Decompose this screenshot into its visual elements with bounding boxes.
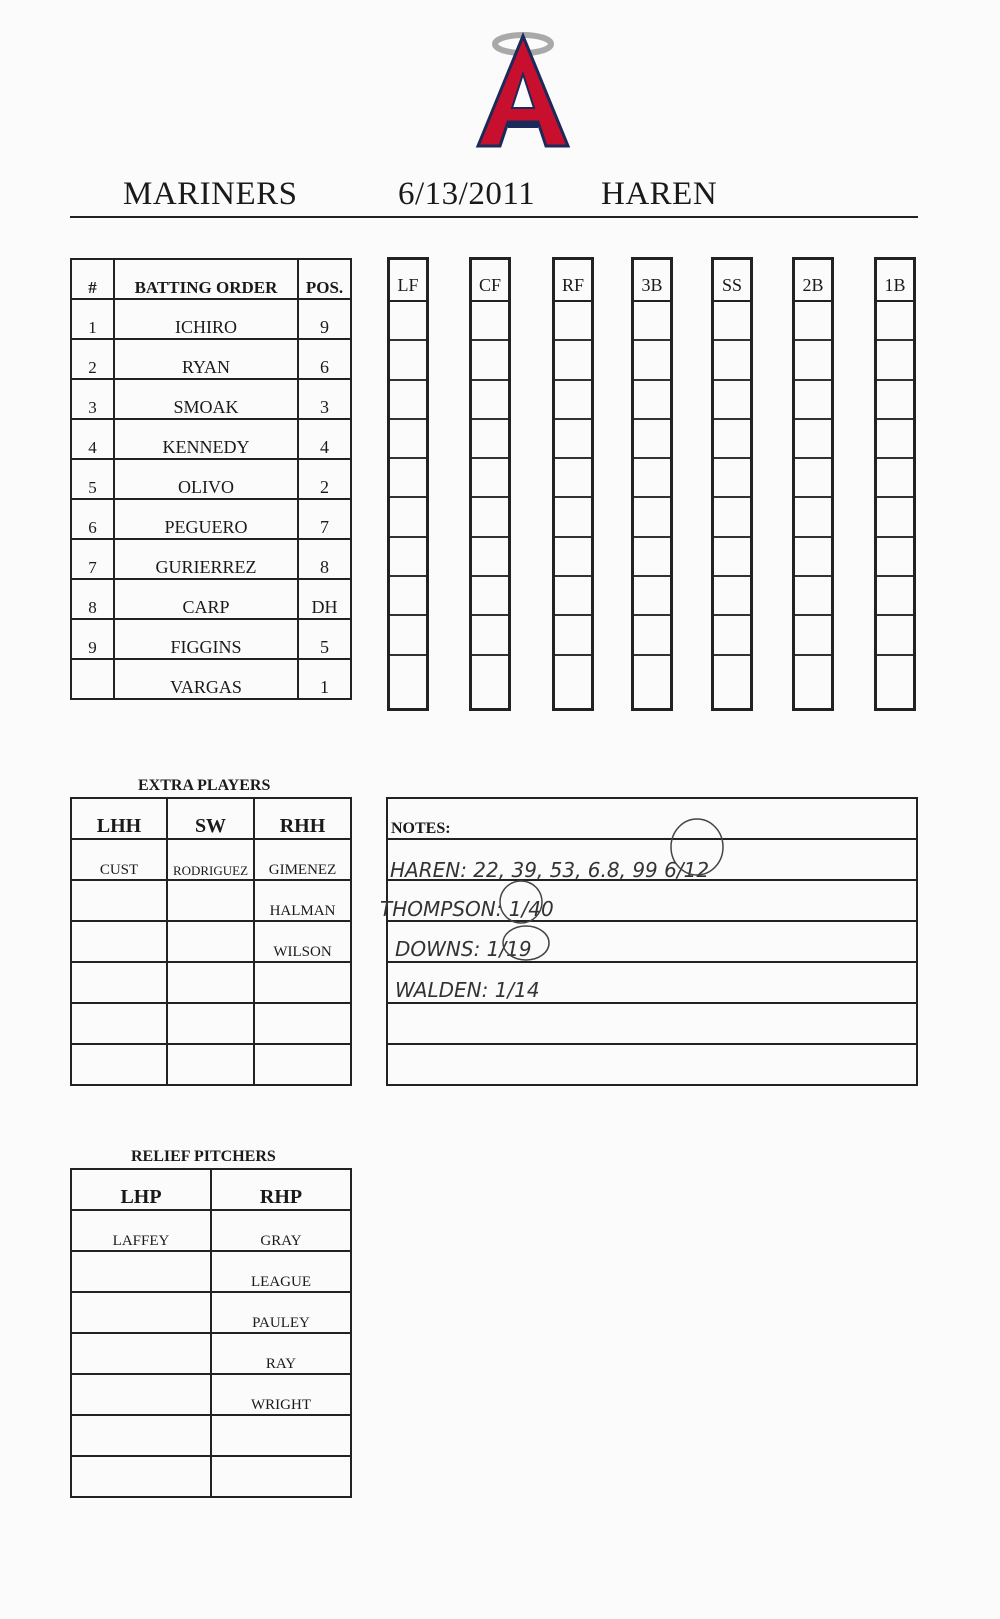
position-label: 1B (877, 260, 913, 302)
game-date: 6/13/2011 (398, 176, 536, 212)
bat-name: CARP (114, 579, 298, 619)
extra-cell (167, 962, 254, 1003)
col-rhp: RHP (211, 1169, 351, 1210)
relief-pitchers-title: RELIEF PITCHERS (131, 1148, 276, 1165)
extra-cell (71, 962, 167, 1003)
relief-cell (71, 1251, 211, 1292)
bat-name: RYAN (114, 339, 298, 379)
extra-cell (254, 1003, 351, 1044)
table-row (71, 1251, 351, 1292)
notes-line (387, 1044, 917, 1085)
col-lhh: LHH (71, 798, 167, 839)
extra-cell: GIMENEZ (254, 839, 351, 880)
opponent-team: MARINERS (123, 176, 298, 212)
col-pos: POS. (298, 259, 351, 299)
handwritten-note: WALDEN: 1/14 (395, 978, 540, 1002)
extra-cell (167, 1003, 254, 1044)
relief-cell (71, 1456, 211, 1497)
extra-cell (71, 1003, 167, 1044)
table-row (71, 962, 351, 1003)
bat-num: 1 (71, 299, 114, 339)
extra-players-table (70, 797, 352, 1086)
handwritten-note: DOWNS: 1/19 (395, 937, 532, 961)
col-num: # (71, 259, 114, 299)
bat-pos: 4 (298, 419, 351, 459)
extra-cell (71, 921, 167, 962)
table-row (71, 499, 351, 539)
bat-pos: 5 (298, 619, 351, 659)
relief-header-row (71, 1169, 351, 1210)
bat-num: 3 (71, 379, 114, 419)
relief-cell (71, 1333, 211, 1374)
bat-name: ICHIRO (114, 299, 298, 339)
extra-cell (71, 1044, 167, 1085)
position-label: RF (555, 260, 591, 302)
bat-pos: 7 (298, 499, 351, 539)
extra-cell: WILSON (254, 921, 351, 962)
extra-cell (167, 880, 254, 921)
bat-num: 5 (71, 459, 114, 499)
relief-cell: PAULEY (211, 1292, 351, 1333)
bat-name: SMOAK (114, 379, 298, 419)
position-column-ss (711, 257, 753, 711)
position-column-1b (874, 257, 916, 711)
table-row (71, 619, 351, 659)
position-label: SS (714, 260, 750, 302)
table-row (71, 1456, 351, 1497)
relief-cell (211, 1415, 351, 1456)
handwritten-note: THOMPSON: 1/40 (380, 897, 554, 921)
extra-cell (167, 921, 254, 962)
relief-cell (71, 1292, 211, 1333)
bat-name: VARGAS (114, 659, 298, 699)
relief-cell (71, 1374, 211, 1415)
position-label: CF (472, 260, 508, 302)
table-row (71, 1415, 351, 1456)
table-row (71, 880, 351, 921)
relief-cell: LAFFEY (71, 1210, 211, 1251)
bat-name: FIGGINS (114, 619, 298, 659)
relief-pitchers-table (70, 1168, 352, 1498)
handwritten-note: HAREN: 22, 39, 53, 6.8, 99 6/12 (390, 858, 710, 882)
bat-num: 7 (71, 539, 114, 579)
angels-logo (468, 26, 578, 154)
extra-cell (167, 1044, 254, 1085)
col-batting-order: BATTING ORDER (114, 259, 298, 299)
table-row (71, 659, 351, 699)
bat-pos: 3 (298, 379, 351, 419)
header-rule (70, 216, 918, 218)
position-label: 2B (795, 260, 831, 302)
extra-cell: RODRIGUEZ (167, 839, 254, 880)
extra-players-title: EXTRA PLAYERS (138, 777, 271, 794)
extra-cell (71, 880, 167, 921)
table-row (71, 419, 351, 459)
table-row (71, 1003, 351, 1044)
bat-num: 8 (71, 579, 114, 619)
table-row (71, 1044, 351, 1085)
bat-num: 9 (71, 619, 114, 659)
batting-header-row (71, 259, 351, 299)
bat-num: 4 (71, 419, 114, 459)
table-row (71, 1210, 351, 1251)
col-sw: SW (167, 798, 254, 839)
relief-cell (71, 1415, 211, 1456)
starting-pitcher: HAREN (601, 176, 718, 212)
bat-num: 6 (71, 499, 114, 539)
table-row (71, 459, 351, 499)
table-row (71, 579, 351, 619)
col-lhp: LHP (71, 1169, 211, 1210)
bat-pos: 2 (298, 459, 351, 499)
notes-line (387, 1003, 917, 1044)
bat-pos: 6 (298, 339, 351, 379)
batting-order-table (70, 258, 352, 700)
position-column-3b (631, 257, 673, 711)
table-row (71, 379, 351, 419)
position-label: LF (390, 260, 426, 302)
bat-name: PEGUERO (114, 499, 298, 539)
position-column-rf (552, 257, 594, 711)
extra-cell: CUST (71, 839, 167, 880)
position-column-lf (387, 257, 429, 711)
notes-label: NOTES: (387, 798, 917, 839)
relief-cell: RAY (211, 1333, 351, 1374)
relief-cell: GRAY (211, 1210, 351, 1251)
position-label: 3B (634, 260, 670, 302)
bat-pos: 1 (298, 659, 351, 699)
bat-name: GURIERREZ (114, 539, 298, 579)
table-row (71, 1292, 351, 1333)
bat-name: KENNEDY (114, 419, 298, 459)
table-row (71, 839, 351, 880)
col-rhh: RHH (254, 798, 351, 839)
relief-cell: WRIGHT (211, 1374, 351, 1415)
table-row (71, 539, 351, 579)
table-row (71, 1374, 351, 1415)
bat-pos: 9 (298, 299, 351, 339)
position-column-cf (469, 257, 511, 711)
bat-pos: 8 (298, 539, 351, 579)
bat-name: OLIVO (114, 459, 298, 499)
bat-num: 2 (71, 339, 114, 379)
extra-cell (254, 1044, 351, 1085)
table-row (71, 339, 351, 379)
table-row (71, 1333, 351, 1374)
extra-cell (254, 962, 351, 1003)
extra-header-row (71, 798, 351, 839)
table-row (71, 299, 351, 339)
bat-pos: DH (298, 579, 351, 619)
position-column-2b (792, 257, 834, 711)
bat-num (71, 659, 114, 699)
extra-cell: HALMAN (254, 880, 351, 921)
table-row (71, 921, 351, 962)
relief-cell (211, 1456, 351, 1497)
relief-cell: LEAGUE (211, 1251, 351, 1292)
